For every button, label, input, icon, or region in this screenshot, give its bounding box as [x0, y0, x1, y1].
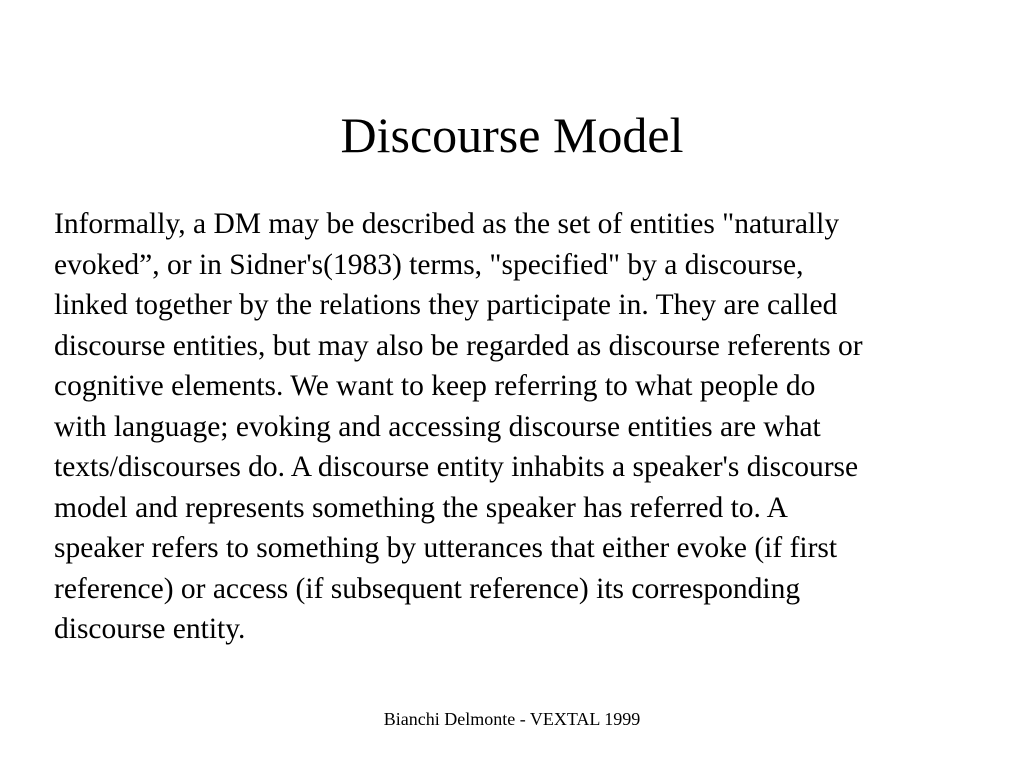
body-line: linked together by the relations they participate in. They are called — [54, 289, 838, 321]
body-line: Informally, a DM may be described as the set of entities "naturally — [54, 208, 840, 240]
body-line: with language; evoking and accessing discourse entities are what — [54, 410, 821, 443]
body-line: model and represents something the speaker has referred to. A — [54, 491, 788, 524]
body-line: evoked”, or in Sidner's(1983) terms, "specified" by a discourse, — [54, 248, 804, 281]
body-line: reference) or access (if subsequent reference) its corresponding — [54, 572, 801, 605]
body-line: cognitive elements. We want to keep referring to what people do — [54, 370, 816, 402]
body-line: discourse entity. — [54, 613, 246, 645]
body-line: discourse entities, but may also be regarded as discourse referents or — [54, 329, 863, 362]
slide-body-text — [54, 204, 1004, 650]
slide-footer: Bianchi Delmonte - VEXTAL 1999 — [383, 709, 641, 729]
slide-title: Discourse Model — [340, 107, 684, 163]
body-line: speaker refers to something by utterances that either evoke (if first — [54, 532, 838, 564]
body-line: texts/discourses do. A discourse entity inhabits a speaker's discourse — [54, 451, 859, 483]
